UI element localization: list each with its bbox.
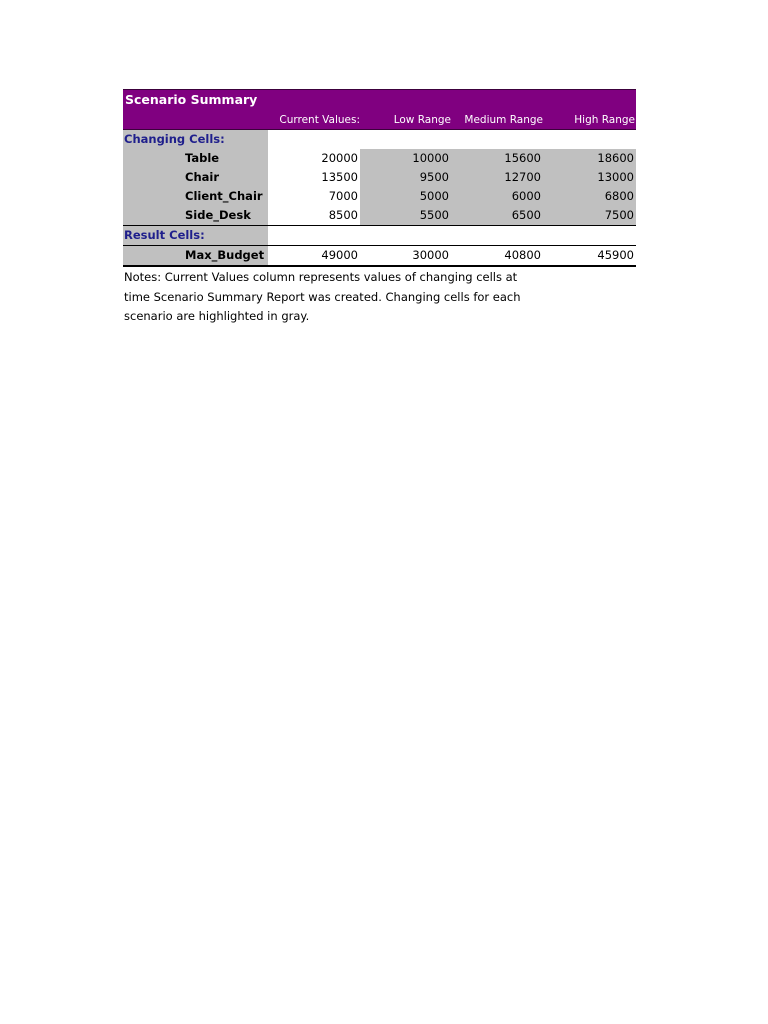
table-row — [123, 187, 636, 206]
result-cells-label: Result Cells: — [123, 226, 268, 245]
table-row — [123, 149, 636, 168]
medium-value: 6500 — [451, 206, 543, 225]
changing-cells-section — [123, 130, 636, 149]
col-header-low: Low Range — [393, 114, 451, 126]
row-name: Client_Chair — [123, 187, 268, 206]
report-header — [123, 89, 636, 130]
row-name: Table — [123, 149, 268, 168]
col-header-high: High Range — [574, 114, 635, 126]
low-value: 5000 — [360, 187, 451, 206]
low-value: 5500 — [360, 206, 451, 225]
changing-cells-label: Changing Cells: — [123, 130, 268, 149]
medium-value: 40800 — [451, 246, 543, 265]
low-value: 9500 — [360, 168, 451, 187]
scenario-summary-report — [123, 89, 636, 327]
table-row — [123, 206, 636, 225]
col-header-current: Current Values: — [279, 114, 360, 126]
high-value: 7500 — [543, 206, 636, 225]
high-value: 45900 — [543, 246, 636, 265]
row-name: Max_Budget — [123, 246, 268, 265]
high-value: 13000 — [543, 168, 636, 187]
current-value: 49000 — [268, 246, 360, 265]
low-value: 10000 — [360, 149, 451, 168]
current-value: 7000 — [268, 187, 360, 206]
notes-text — [123, 268, 524, 327]
current-value: 13500 — [268, 168, 360, 187]
medium-value: 12700 — [451, 168, 543, 187]
notes-line: time Scenario Summary Report was created. Changing cells for each — [124, 289, 521, 304]
current-value: 8500 — [268, 206, 360, 225]
current-value: 20000 — [268, 149, 360, 168]
notes-line: scenario are highlighted in gray. — [124, 309, 310, 323]
notes-line: Notes: Current Values column represents values of changing cells at — [124, 270, 518, 284]
result-cells-section — [123, 225, 636, 245]
report-title: Scenario Summary — [125, 92, 258, 107]
high-value: 18600 — [543, 149, 636, 168]
row-name: Chair — [123, 168, 268, 187]
low-value: 30000 — [360, 246, 451, 265]
result-row — [123, 245, 636, 267]
medium-value: 6000 — [451, 187, 543, 206]
medium-value: 15600 — [451, 149, 543, 168]
high-value: 6800 — [543, 187, 636, 206]
row-name: Side_Desk — [123, 206, 268, 225]
col-header-medium: Medium Range — [464, 114, 543, 126]
table-row — [123, 168, 636, 187]
